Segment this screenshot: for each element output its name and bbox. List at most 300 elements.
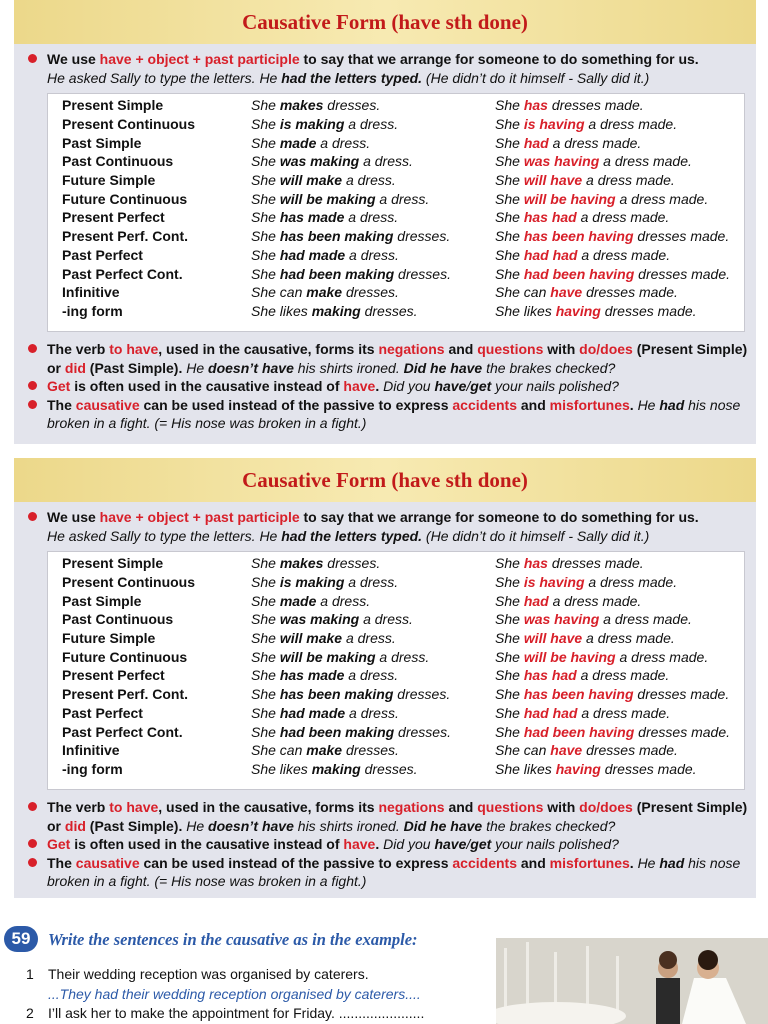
table-row bbox=[48, 666, 730, 685]
text-segment: She bbox=[495, 704, 524, 721]
causative-example bbox=[481, 666, 730, 685]
text-segment: a dress made. bbox=[615, 190, 709, 207]
intro-example bbox=[14, 69, 756, 88]
text-segment: dresses made. bbox=[600, 302, 697, 319]
intro-bullet bbox=[14, 508, 756, 527]
tense-name: -ing form bbox=[62, 760, 123, 777]
text-segment: had had bbox=[523, 246, 578, 263]
text-segment: She bbox=[251, 592, 280, 609]
text-segment: has made bbox=[279, 209, 345, 226]
text-segment: will make bbox=[279, 630, 343, 647]
exercise-number-badge: 59 bbox=[4, 926, 38, 952]
active-example bbox=[237, 96, 481, 115]
text-segment: making bbox=[311, 760, 361, 777]
text-segment: a dress made. bbox=[548, 134, 642, 151]
text-segment: was having bbox=[523, 153, 600, 170]
text-segment: (Past Simple). bbox=[85, 817, 187, 834]
causative-example bbox=[481, 591, 730, 610]
text-segment: He asked Sally to type the letters. He bbox=[47, 527, 282, 544]
text-segment: a dress. bbox=[344, 574, 399, 591]
text-segment: a dress made. bbox=[582, 630, 675, 647]
active-example bbox=[237, 685, 481, 704]
text-segment: a dress. bbox=[344, 209, 399, 226]
text-segment: She bbox=[495, 116, 524, 133]
text-segment: The bbox=[47, 396, 76, 413]
text-segment: Did you bbox=[383, 836, 435, 852]
causative-example bbox=[481, 171, 730, 190]
text-segment: will have bbox=[523, 172, 583, 189]
text-segment: She bbox=[251, 190, 280, 207]
text-segment: a dress. bbox=[375, 648, 430, 665]
text-segment: had had bbox=[523, 704, 578, 721]
table-row bbox=[48, 629, 730, 648]
text-segment: had made bbox=[279, 704, 346, 721]
text-segment: accidents bbox=[452, 396, 517, 413]
text-segment: dresses made. bbox=[547, 555, 644, 572]
text-segment: had bbox=[659, 854, 685, 871]
tense-name: Future Continuous bbox=[62, 190, 188, 207]
text-segment: and bbox=[444, 341, 478, 357]
text-segment: a dress. bbox=[375, 190, 430, 207]
text-segment: a dress made. bbox=[582, 172, 675, 189]
text-segment: She bbox=[251, 723, 280, 740]
text-segment: / bbox=[466, 836, 471, 852]
causative-example bbox=[481, 685, 730, 704]
tense-name: Infinitive bbox=[62, 284, 120, 301]
tense-name: Present Simple bbox=[62, 97, 164, 114]
wedding-photo bbox=[496, 938, 768, 1024]
active-example bbox=[237, 152, 481, 171]
text-segment: has been making bbox=[279, 686, 394, 703]
note-get bbox=[14, 377, 756, 396]
text-segment: had been making bbox=[279, 723, 395, 740]
text-segment: She can bbox=[495, 284, 551, 301]
text-segment: did bbox=[64, 359, 86, 376]
note-get bbox=[14, 835, 756, 854]
active-example bbox=[237, 133, 481, 152]
text-segment: , used in the causative, forms its bbox=[158, 799, 379, 815]
text-segment: is often used in the causative instead of bbox=[70, 836, 344, 852]
text-segment: have + object + past participle bbox=[99, 509, 300, 525]
text-segment: was making bbox=[279, 153, 360, 170]
text-segment: She bbox=[495, 265, 524, 282]
causative-example bbox=[481, 722, 730, 741]
tense-table bbox=[47, 93, 745, 332]
text-segment: dresses made. bbox=[633, 686, 730, 703]
table-row bbox=[48, 610, 730, 629]
text-segment: She bbox=[251, 172, 280, 189]
text-segment: She likes bbox=[251, 302, 312, 319]
text-segment: Did he have bbox=[403, 817, 483, 834]
bullet-dot-icon bbox=[28, 381, 37, 390]
box-title: Causative Form (have sth done) bbox=[242, 468, 528, 492]
text-segment: with bbox=[543, 341, 580, 357]
text-segment: is having bbox=[523, 574, 585, 591]
text-segment: accidents bbox=[452, 854, 517, 871]
text-segment: We use bbox=[47, 509, 100, 525]
causative-example bbox=[481, 647, 730, 666]
causative-example bbox=[481, 152, 730, 171]
text-segment: will be having bbox=[523, 648, 616, 665]
table-row bbox=[48, 554, 730, 573]
text-segment: have bbox=[343, 836, 376, 852]
text-segment: She bbox=[251, 134, 280, 151]
causative-example bbox=[481, 133, 730, 152]
table-row bbox=[48, 152, 730, 171]
active-example bbox=[237, 629, 481, 648]
note-example bbox=[383, 836, 619, 852]
text-segment: a dress made. bbox=[599, 611, 692, 628]
causative-example bbox=[481, 227, 730, 246]
tense-name: Present Simple bbox=[62, 555, 164, 572]
text-segment: dresses. bbox=[394, 723, 451, 740]
text-segment: She bbox=[251, 630, 280, 647]
text-segment: She bbox=[251, 704, 280, 721]
item-number: 2 bbox=[26, 1005, 34, 1021]
text-segment: was having bbox=[523, 611, 600, 628]
table-row bbox=[48, 115, 730, 134]
text-segment: to have bbox=[109, 341, 159, 357]
notes-list bbox=[14, 798, 756, 891]
text-segment: and bbox=[516, 854, 550, 871]
text-segment: He asked Sally to type the letters. He bbox=[47, 69, 282, 86]
text-segment: She bbox=[495, 153, 524, 170]
causative-example bbox=[481, 704, 730, 723]
text-segment: a dress made. bbox=[576, 209, 670, 226]
table-row bbox=[48, 227, 730, 246]
text-segment: She bbox=[251, 686, 280, 703]
text-segment: dresses made. bbox=[582, 742, 678, 759]
text-segment: She likes bbox=[495, 302, 556, 319]
text-segment: a dress made. bbox=[599, 153, 692, 170]
text-segment: She bbox=[251, 648, 280, 665]
intro-bullet bbox=[14, 50, 756, 69]
text-segment: a dress made. bbox=[615, 648, 709, 665]
text-segment: She bbox=[495, 555, 524, 572]
text-segment: had the letters typed. bbox=[281, 527, 423, 544]
text-segment: She bbox=[495, 172, 524, 189]
text-segment: dresses made. bbox=[634, 265, 730, 282]
text-segment: a dress made. bbox=[584, 574, 678, 591]
text-segment: has been having bbox=[523, 686, 634, 703]
text-segment: has made bbox=[279, 667, 345, 684]
causative-example bbox=[481, 610, 730, 629]
text-segment: has had bbox=[523, 667, 577, 684]
exercise-instruction: Write the sentences in the causative as in the example: bbox=[48, 930, 418, 949]
table-row bbox=[48, 685, 730, 704]
bullet-dot-icon bbox=[28, 858, 37, 867]
tense-name: Past Simple bbox=[62, 134, 142, 151]
causative-example bbox=[481, 573, 730, 592]
text-segment: doesn’t have bbox=[208, 817, 294, 834]
text-segment: / bbox=[466, 378, 471, 394]
text-segment: a dress. bbox=[342, 630, 396, 647]
text-segment: dresses. bbox=[360, 302, 418, 319]
note-accidents bbox=[14, 396, 756, 433]
text-segment: dresses. bbox=[323, 555, 381, 572]
text-segment: She bbox=[495, 592, 524, 609]
active-example bbox=[237, 666, 481, 685]
text-segment: his shirts ironed. bbox=[293, 359, 404, 376]
causative-example bbox=[481, 189, 730, 208]
text-segment: Did he have bbox=[403, 359, 483, 376]
text-segment: She bbox=[495, 611, 524, 628]
text-segment: had bbox=[523, 592, 549, 609]
note-negations-questions bbox=[14, 340, 756, 377]
note-example bbox=[186, 360, 615, 376]
text-segment: do/does bbox=[579, 341, 633, 357]
causative-example bbox=[481, 264, 730, 283]
text-segment: is often used in the causative instead of bbox=[70, 378, 344, 394]
text-segment: She bbox=[495, 648, 524, 665]
text-segment: negations bbox=[378, 799, 445, 815]
tense-name: Past Simple bbox=[62, 592, 142, 609]
text-segment: was making bbox=[279, 611, 360, 628]
causative-example bbox=[481, 283, 730, 302]
table-row bbox=[48, 647, 730, 666]
text-segment: had bbox=[523, 134, 549, 151]
text-segment: the brakes checked? bbox=[482, 359, 616, 376]
tense-name: Past Perfect bbox=[62, 246, 143, 263]
text-segment: . bbox=[375, 836, 384, 852]
tense-name: Past Perfect Cont. bbox=[62, 723, 183, 740]
text-segment: had been making bbox=[279, 265, 395, 282]
table-row bbox=[48, 246, 730, 265]
text-segment: will be making bbox=[279, 190, 376, 207]
title-band bbox=[14, 458, 756, 502]
text-segment: She bbox=[495, 723, 524, 740]
text-segment: to say that we arrange for someone to do something for us. bbox=[299, 51, 699, 67]
text-segment: She bbox=[495, 667, 524, 684]
text-segment: The verb bbox=[47, 341, 110, 357]
text-segment: Get bbox=[47, 378, 71, 394]
text-segment: get bbox=[470, 378, 492, 394]
text-segment: She bbox=[251, 116, 280, 133]
text-segment: to say that we arrange for someone to do something for us. bbox=[299, 509, 699, 525]
active-example bbox=[237, 704, 481, 723]
text-segment: (He didn’t do it himself - Sally did it.) bbox=[422, 69, 650, 86]
text-segment: She bbox=[251, 574, 280, 591]
text-segment: questions bbox=[477, 341, 544, 357]
causative-example bbox=[481, 115, 730, 134]
text-segment: He bbox=[637, 854, 660, 871]
text-segment: She likes bbox=[495, 760, 556, 777]
text-segment: has bbox=[523, 97, 548, 114]
text-segment: She can bbox=[251, 284, 307, 301]
table-row bbox=[48, 171, 730, 190]
active-example bbox=[237, 264, 481, 283]
text-segment: make bbox=[306, 742, 343, 759]
causative-example bbox=[481, 96, 730, 115]
table-row bbox=[48, 208, 730, 227]
text-segment: a dress made. bbox=[548, 592, 642, 609]
text-segment: dresses. bbox=[323, 97, 381, 114]
text-segment: a dress. bbox=[345, 246, 399, 263]
active-example bbox=[237, 760, 481, 779]
active-example bbox=[237, 171, 481, 190]
text-segment: his nose broken in a fight. (= His nose was broken in a fight.) bbox=[47, 396, 741, 431]
bullet-dot-icon bbox=[28, 512, 37, 521]
tense-name: Infinitive bbox=[62, 742, 120, 759]
active-example bbox=[237, 722, 481, 741]
table-row bbox=[48, 573, 730, 592]
text-segment: a dress. bbox=[316, 134, 371, 151]
active-example bbox=[237, 208, 481, 227]
text-segment: dresses. bbox=[342, 742, 399, 759]
text-segment: had the letters typed. bbox=[281, 69, 423, 86]
active-example bbox=[237, 591, 481, 610]
text-segment: makes bbox=[279, 555, 324, 572]
tense-name: Past Continuous bbox=[62, 611, 174, 628]
text-segment: his nose broken in a fight. (= His nose was broken in a fight.) bbox=[47, 854, 741, 889]
text-segment: She bbox=[251, 209, 280, 226]
bullet-dot-icon bbox=[28, 400, 37, 409]
notes-list bbox=[14, 340, 756, 433]
table-row bbox=[48, 741, 730, 760]
text-segment: She bbox=[251, 265, 280, 282]
text-segment: making bbox=[311, 302, 361, 319]
tense-name: Present Perf. Cont. bbox=[62, 686, 189, 703]
text-segment: is having bbox=[523, 116, 585, 133]
table-row bbox=[48, 591, 730, 610]
item-number: 1 bbox=[26, 966, 34, 982]
text-segment: misfortunes bbox=[549, 854, 630, 871]
text-segment: is making bbox=[279, 116, 345, 133]
active-example bbox=[237, 554, 481, 573]
text-segment: has had bbox=[523, 209, 577, 226]
text-segment: She bbox=[495, 97, 524, 114]
bullet-dot-icon bbox=[28, 839, 37, 848]
text-segment: dresses made. bbox=[633, 228, 730, 245]
causative-example bbox=[481, 741, 730, 760]
text-segment: will make bbox=[279, 172, 343, 189]
table-row bbox=[48, 283, 730, 302]
text-segment: get bbox=[470, 836, 492, 852]
text-segment: a dress. bbox=[345, 704, 399, 721]
active-example bbox=[237, 246, 481, 265]
text-segment: negations bbox=[378, 341, 445, 357]
text-segment: She bbox=[251, 228, 280, 245]
tense-name: Present Perf. Cont. bbox=[62, 228, 189, 245]
text-segment: She likes bbox=[251, 760, 312, 777]
note-accidents bbox=[14, 854, 756, 891]
text-segment: She bbox=[495, 630, 524, 647]
text-segment: . bbox=[629, 854, 638, 871]
text-segment: will be making bbox=[279, 648, 376, 665]
text-segment: makes bbox=[279, 97, 324, 114]
text-segment: a dress. bbox=[342, 172, 396, 189]
tense-name: Past Continuous bbox=[62, 153, 174, 170]
text-segment: Did you bbox=[383, 378, 435, 394]
text-segment: a dress. bbox=[359, 153, 413, 170]
tense-name: Future Simple bbox=[62, 630, 156, 647]
text-segment: his shirts ironed. bbox=[293, 817, 404, 834]
active-example bbox=[237, 610, 481, 629]
item-sentence: Their wedding reception was organised by caterers. bbox=[48, 966, 369, 982]
text-segment: She bbox=[251, 667, 280, 684]
table-row bbox=[48, 189, 730, 208]
tense-name: Present Perfect bbox=[62, 209, 165, 226]
text-segment: She bbox=[251, 246, 280, 263]
text-segment: a dress. bbox=[344, 667, 399, 684]
text-segment: We use bbox=[47, 51, 100, 67]
grammar-box bbox=[14, 0, 756, 444]
text-segment: made bbox=[279, 592, 317, 609]
text-segment: (Past Simple). bbox=[85, 359, 187, 376]
text-segment: . bbox=[375, 378, 384, 394]
note-example bbox=[186, 818, 615, 834]
text-segment: causative bbox=[75, 396, 140, 413]
tense-name: Present Perfect bbox=[62, 667, 165, 684]
text-segment: misfortunes bbox=[549, 396, 630, 413]
table-row bbox=[48, 133, 730, 152]
text-segment: She bbox=[251, 153, 280, 170]
text-segment: and bbox=[444, 799, 478, 815]
text-segment: has been having bbox=[523, 228, 634, 245]
item-sentence[interactable]: I’ll ask her to make the appointment for Friday. ...................... bbox=[48, 1005, 425, 1021]
bullet-dot-icon bbox=[28, 344, 37, 353]
tense-name: Present Continuous bbox=[62, 574, 196, 591]
text-segment: (Present Simple) or bbox=[47, 799, 748, 834]
text-segment: questions bbox=[477, 799, 544, 815]
text-segment: She bbox=[495, 228, 524, 245]
causative-example bbox=[481, 554, 730, 573]
text-segment: having bbox=[555, 760, 601, 777]
text-segment: dresses made. bbox=[634, 723, 730, 740]
text-segment: have bbox=[434, 378, 467, 394]
text-segment: having bbox=[555, 302, 601, 319]
text-segment: a dress. bbox=[359, 611, 413, 628]
text-segment: She bbox=[495, 134, 524, 151]
text-segment: had been having bbox=[523, 265, 635, 282]
table-row bbox=[48, 264, 730, 283]
text-segment: She bbox=[251, 555, 280, 572]
text-segment: a dress made. bbox=[576, 667, 670, 684]
item-answer: ...They had their wedding reception organised by caterers.... bbox=[48, 986, 421, 1002]
text-segment: dresses. bbox=[342, 284, 399, 301]
text-segment: (Present Simple) or bbox=[47, 341, 748, 376]
text-segment: and bbox=[516, 396, 550, 413]
text-segment: Get bbox=[47, 836, 71, 852]
text-segment: (He didn’t do it himself - Sally did it.) bbox=[422, 527, 650, 544]
text-segment: a dress. bbox=[316, 592, 371, 609]
title-band bbox=[14, 0, 756, 44]
table-row bbox=[48, 96, 730, 115]
text-segment: She bbox=[495, 190, 524, 207]
causative-example bbox=[481, 629, 730, 648]
text-segment: will be having bbox=[523, 190, 616, 207]
note-negations-questions bbox=[14, 798, 756, 835]
text-segment: She bbox=[495, 574, 524, 591]
active-example bbox=[237, 227, 481, 246]
intro-example bbox=[14, 527, 756, 546]
text-segment: dresses. bbox=[393, 228, 451, 245]
text-segment: dresses made. bbox=[582, 284, 678, 301]
text-segment: She can bbox=[251, 742, 307, 759]
table-row bbox=[48, 722, 730, 741]
bullet-dot-icon bbox=[28, 54, 37, 63]
grammar-box-repeat bbox=[14, 458, 756, 898]
text-segment: She bbox=[495, 686, 524, 703]
text-segment: doesn’t have bbox=[208, 359, 294, 376]
text-segment: is making bbox=[279, 574, 345, 591]
causative-example bbox=[481, 760, 730, 779]
text-segment: had bbox=[659, 396, 685, 413]
text-segment: with bbox=[543, 799, 580, 815]
text-segment: the brakes checked? bbox=[482, 817, 616, 834]
text-segment: dresses made. bbox=[600, 760, 697, 777]
text-segment: do/does bbox=[579, 799, 633, 815]
